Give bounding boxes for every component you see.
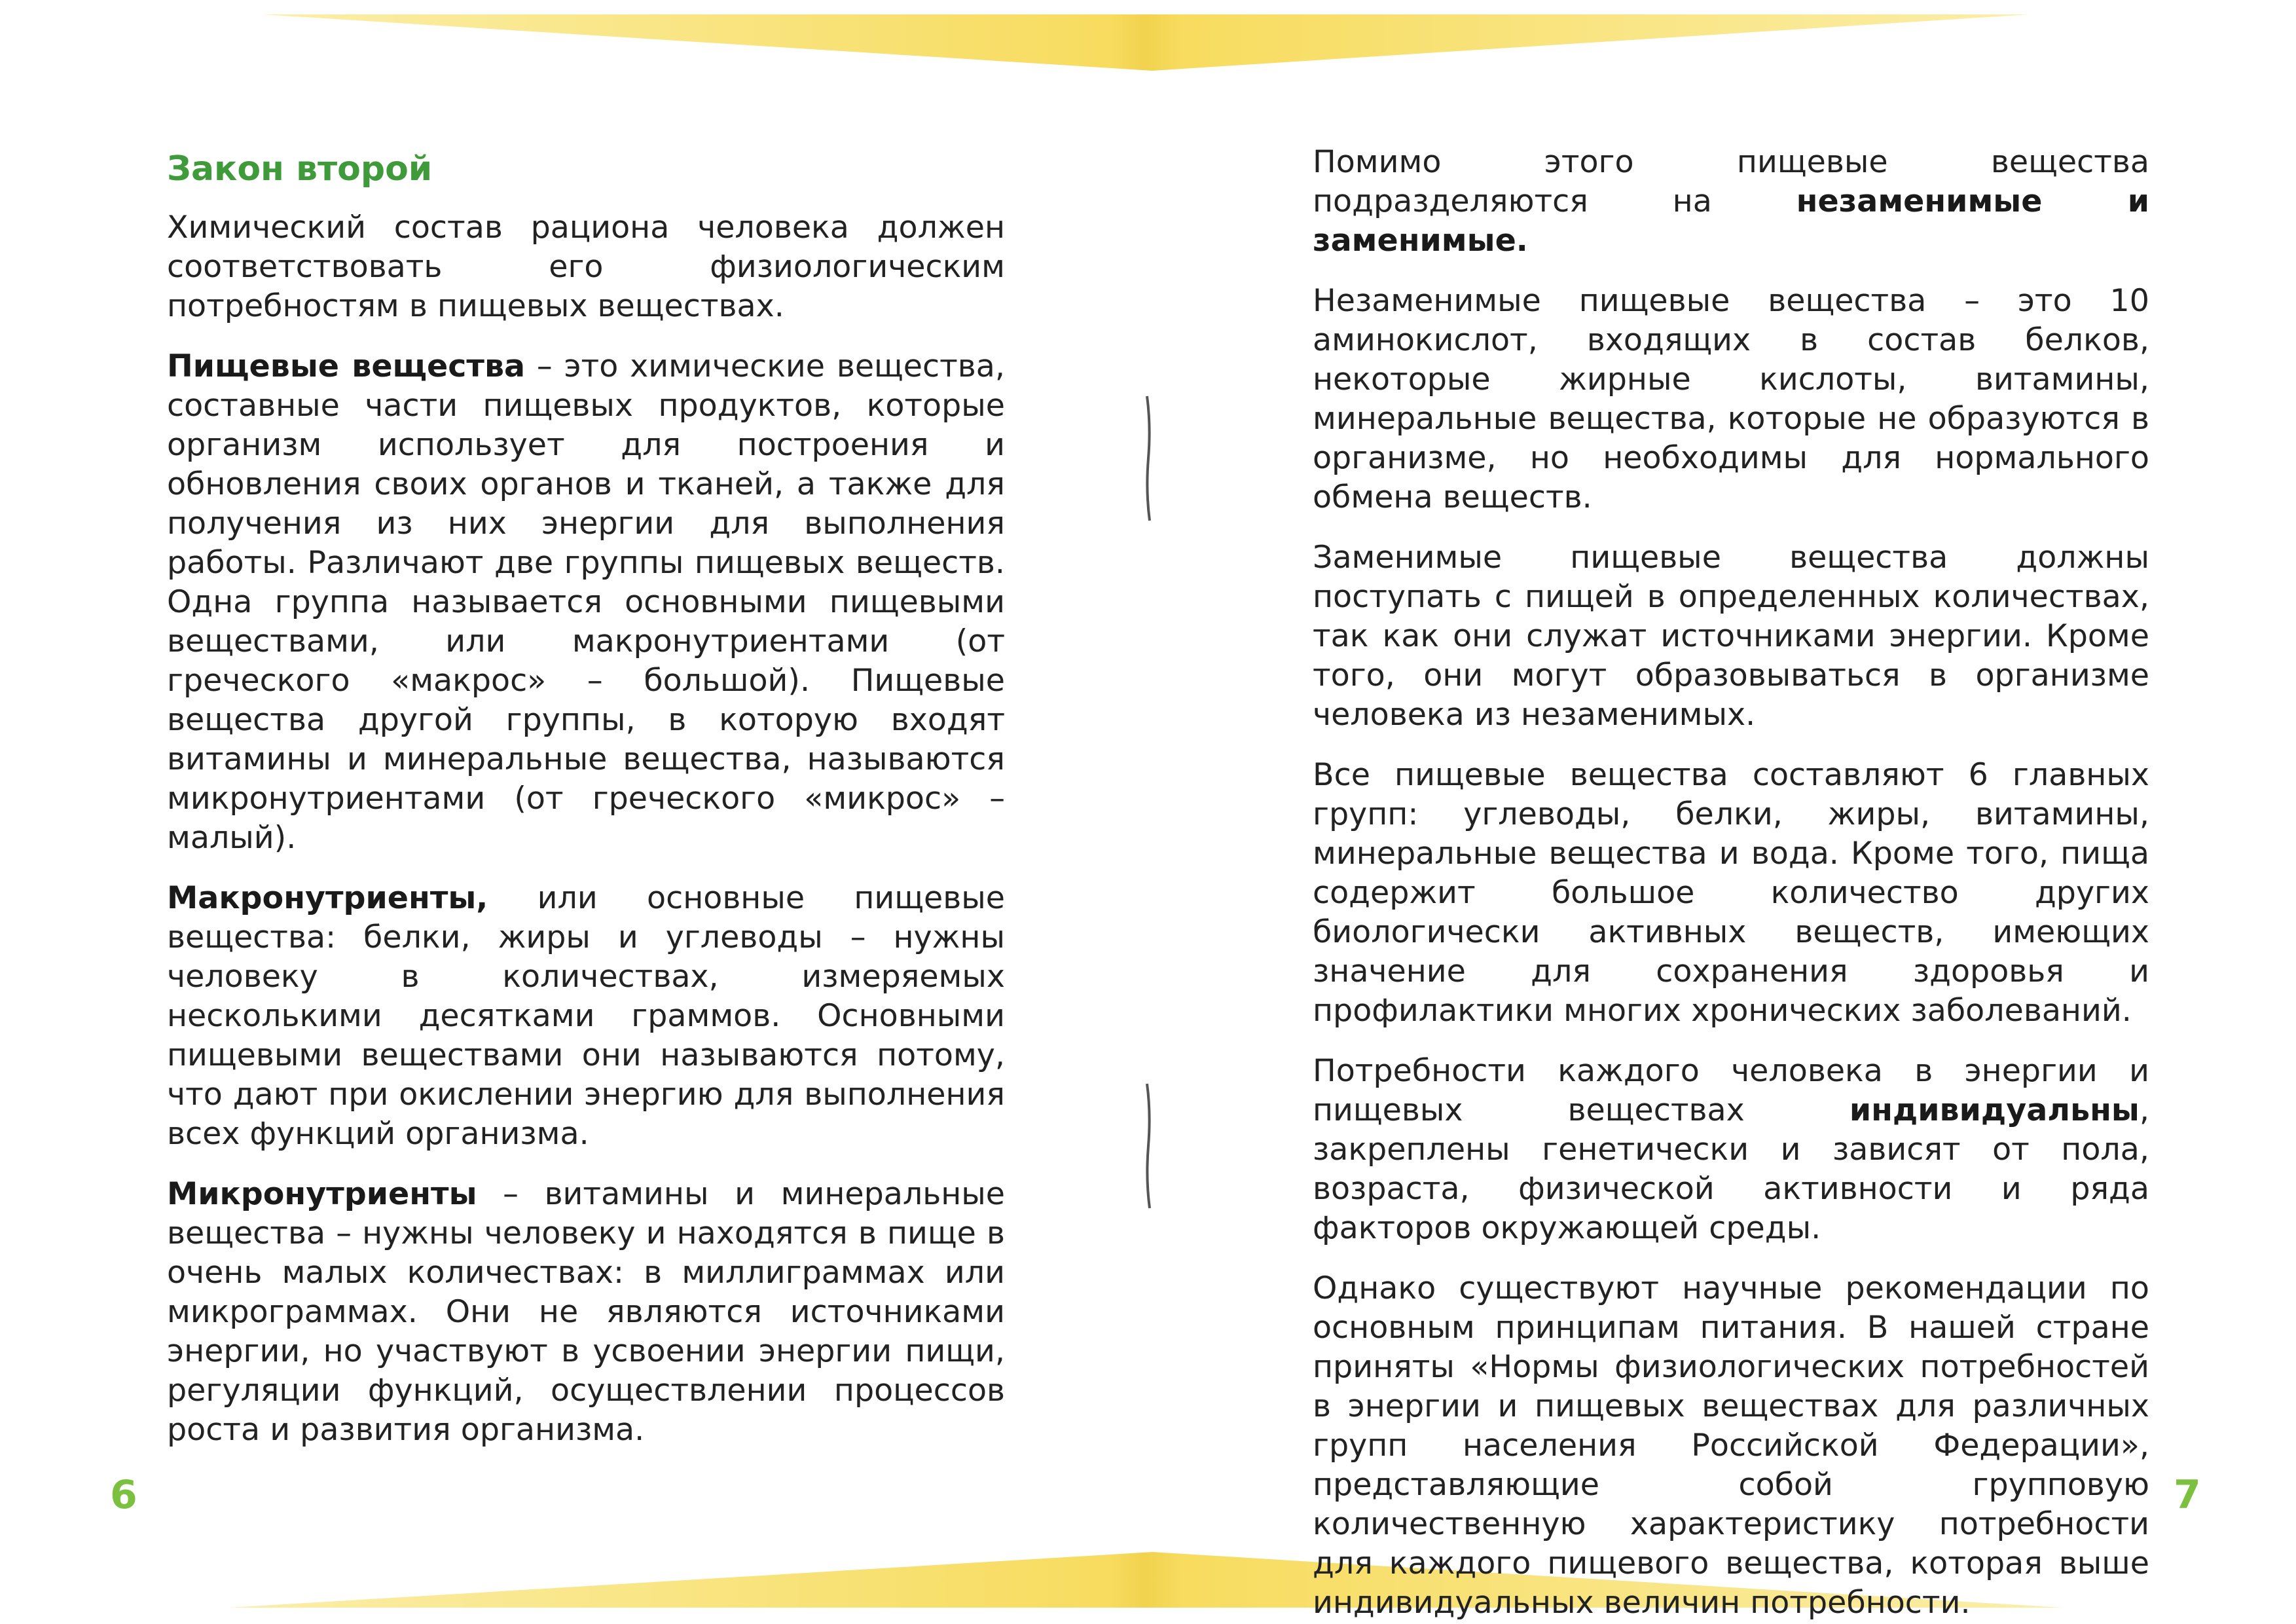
term-micronutrients: Микронутриенты: [167, 1176, 477, 1212]
term-macronutrients: Макронутриенты,: [167, 880, 488, 916]
paragraph-nutrients: Пищевые вещества – это химические вещества, составные части пищевых продуктов, которые организм использует для построения и обновления своих органов и тканей, а также для получения из них энергии для выполнения работы. Различают две группы пищевых веществ. Одна группа называется основными пищевыми веществами, или макронутриентами (от греческого «макрос» – большой). Пищевые вещества другой группы, в которую входят витамины и минеральные вещества, называются микронутриентами (от греческого «микрос» – малый).: [167, 348, 1005, 856]
paragraph-norms: Однако существуют научные рекомендации по основным принципам питания. В нашей стране приняты «Нормы физиологических потребностей в энергии и пищевых веществах для различных групп населения Российской Федерации», представляющие собой групповую количественную характеристику потребности для каждого пищевого вещества, которая выше индивидуальных величин потребности.: [1313, 1270, 2149, 1621]
page-number-right: 7: [2174, 1472, 2201, 1518]
right-page: [1148, 0, 2296, 1624]
page-number-left: 6: [110, 1472, 137, 1518]
paragraph-essential-division: Помимо этого пищевые вещества подразделяются на незаменимые и заменимые.: [1313, 144, 2149, 259]
paragraph-nonessential: Заменимые пищевые вещества должны поступать с пищей в определенных количествах, так как они служат источниками энергии. Кроме того, они могут образовываться в организме человека из незаменимых.: [1313, 540, 2149, 733]
paragraph-micronutrients: Микронутриенты – витамины и минеральные вещества – нужны человеку и находятся в пище в очень малых количествах: в миллиграммах или микрограммах. Они не являются источниками энергии, но участвуют в усвоении энергии пищи, регуляции функций, осуществлении процессов роста и развития организма.: [167, 1176, 1005, 1448]
paragraph-groups: Все пищевые вещества составляют 6 главных групп: углеводы, белки, жиры, витамины, минеральные вещества и вода. Кроме того, пища содержит большое количество других биологически активных веществ, имеющих значение для сохранения здоровья и профилактики многих хронических заболеваний.: [1313, 757, 2149, 1029]
paragraph-essential: Незаменимые пищевые вещества – это 10 аминокислот, входящих в состав белков, некоторые жирные кислоты, витамины, минеральные вещества, которые не образуются в организме, но необходимы для нормального обмена веществ.: [1313, 283, 2149, 515]
paragraph-individual-needs: Потребности каждого человека в энергии и пищевых веществах индивидуальны, закреплены генетически и зависят от пола, возраста, физической активности и ряда факторов окружающей среды.: [1313, 1053, 2149, 1246]
term-individual: индивидуальны: [1849, 1092, 2140, 1128]
term-nutrients: Пищевые вещества: [167, 348, 526, 384]
left-text-column: [167, 143, 1005, 1450]
right-text-column: [1313, 143, 2149, 1623]
paragraph-intro: Химический состав рациона человека должен соответствовать его физиологическим потребностям в пищевых веществах.: [167, 210, 1005, 324]
paragraph-macronutrients: Макронутриенты, или основные пищевые вещества: белки, жиры и углеводы – нужны человеку в количествах, измеряемых несколькими десятками граммов. Основными пищевыми веществами они называются потому, что дают при окислении энергию для выполнения всех функций организма.: [167, 880, 1005, 1152]
section-heading: Закон второй: [167, 149, 433, 189]
term-essential-nonessential: незаменимые и заменимые.: [1313, 183, 2149, 259]
